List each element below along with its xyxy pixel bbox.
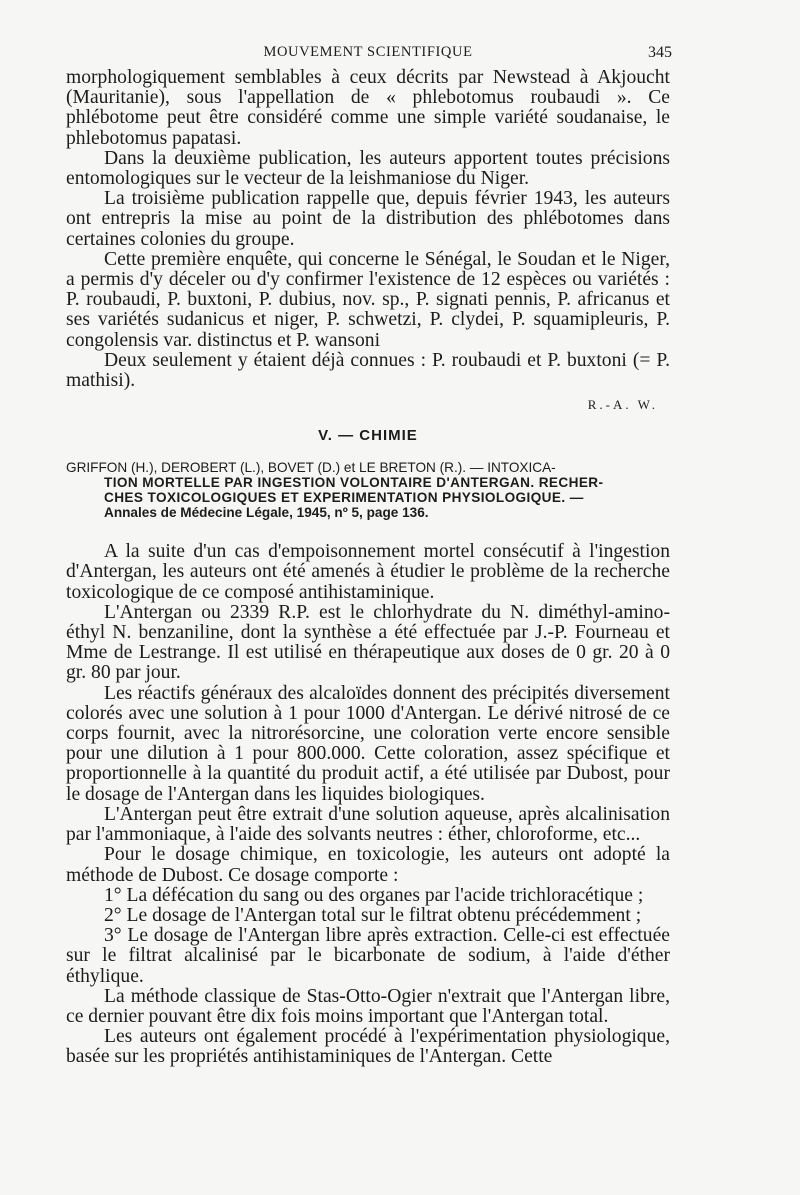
paragraph: Pour le dosage chimique, en toxicologie, les auteurs ont adopté la méthode de Dubost. Ce dosage comporte : [66, 844, 670, 886]
author-signature: R.-A. W. [587, 397, 658, 413]
paragraph: Cette première enquête, qui concerne le Sénégal, le Soudan et le Niger, a permis d'y déceler ou d'y confirmer l'existence de 12 espèces ou variétés : P. roubaudi, P. buxtoni, P. dubius, nov. sp., P. signati pennis, P. africanus et ses variétés sudanicus et niger, P. schwetzi, P. clydei, P. squamipleuris, P. congolensis var. distinctus et P. wansoni [66, 248, 670, 351]
paragraph: Deux seulement y étaient déjà connues : P. roubaudi et P. buxtoni (= P. mathisi). [66, 349, 670, 392]
list-item: 3° Le dosage de l'Antergan libre après extraction. Celle-ci est effectuée sur le filtrat alcalinisé par le bicarbonate de sodium, à l'aide d'éther éthylique. [66, 925, 670, 987]
paragraph: L'Antergan peut être extrait d'une solution aqueuse, après alcalinisation par l'ammoniaque, à l'aide des solvants neutres : éther, chloroforme, etc... [66, 803, 670, 846]
running-title: MOUVEMENT SCIENTIFIQUE [263, 44, 473, 60]
paragraph: L'Antergan ou 2339 R.P. est le chlorhydrate du N. diméthyl-amino-éthyl N. benzaniline, dont la synthèse a été effectuée par J.-P. Fourneau et Mme de Lestrange. Il est utilisé en thérapeutique aux doses de 0 gr. 20 à 0 gr. 80 par jour. [66, 601, 670, 684]
paragraph: La troisième publication rappelle que, depuis février 1943, les auteurs ont entrepris la mise au point de la distribution des phlébotomes dans certaines colonies du groupe. [66, 188, 670, 250]
running-header [66, 40, 670, 68]
list-item: 2° Le dosage de l'Antergan total sur le filtrat obtenu précédemment ; [104, 904, 642, 926]
paragraph: Les auteurs ont également procédé à l'expérimentation physiologique, basée sur les propriétés antihistaminiques de l'Antergan. Cette [66, 1026, 670, 1068]
reference-title-line: TION MORTELLE PAR INGESTION VOLONTAIRE D'ANTERGAN. RECHER- [104, 475, 604, 491]
bibliographic-reference [66, 460, 670, 520]
paragraph: A la suite d'un cas d'empoisonnement mortel consécutif à l'ingestion d'Antergan, les auteurs ont été amenés à étudier le problème de la recherche toxicologique de ce composé antihistaminique. [66, 541, 670, 603]
article-body [66, 542, 670, 1067]
page [66, 40, 670, 1068]
reference-authors: GRIFFON (H.), DEROBERT (L.), BOVET (D.) et LE BRETON (R.). — INTOXICA- [66, 460, 556, 476]
paragraph: morphologiquement semblables à ceux décrits par Newstead à Akjoucht (Mauritanie), sous l'appellation de « phlebotomus roubaudi ». Ce phlébotome peut être considéré comme une simple variété soudanaise, le phlebotomus papatasi. [66, 67, 670, 149]
paragraph: Dans la deuxième publication, les auteurs apportent toutes précisions entomologiques sur le vecteur de la leishmaniose du Niger. [66, 147, 670, 190]
reference-source: Annales de Médecine Légale, 1945, nº 5, page 136. [104, 505, 429, 521]
section-heading: V. — CHIMIE [318, 427, 418, 445]
paragraph: La méthode classique de Stas-Otto-Ogier n'extrait que l'Antergan libre, ce dernier pouvant être dix fois moins important que l'Antergan total. [66, 985, 670, 1027]
page-number: 345 [648, 44, 672, 61]
list-item: 1° La défécation du sang ou des organes par l'acide trichloracétique ; [104, 884, 644, 906]
paragraph: Les réactifs généraux des alcaloïdes donnent des précipités diversement colorés avec une solution à 1 pour 1000 d'Antergan. Le dérivé nitrosé de ce corps fournit, avec la nitrorésorcine, une coloration verte encore sensible pour une dilution à 1 pour 800.000. Cette coloration, assez spécifique et proportionnelle à la quantité du produit actif, a été utilisée par Dubost, pour le dosage de l'Antergan dans les liquides biologiques. [66, 682, 670, 805]
reference-title-line: CHES TOXICOLOGIQUES ET EXPERIMENTATION PHYSIOLOGIQUE. — [104, 490, 584, 506]
intro-block [66, 68, 670, 391]
